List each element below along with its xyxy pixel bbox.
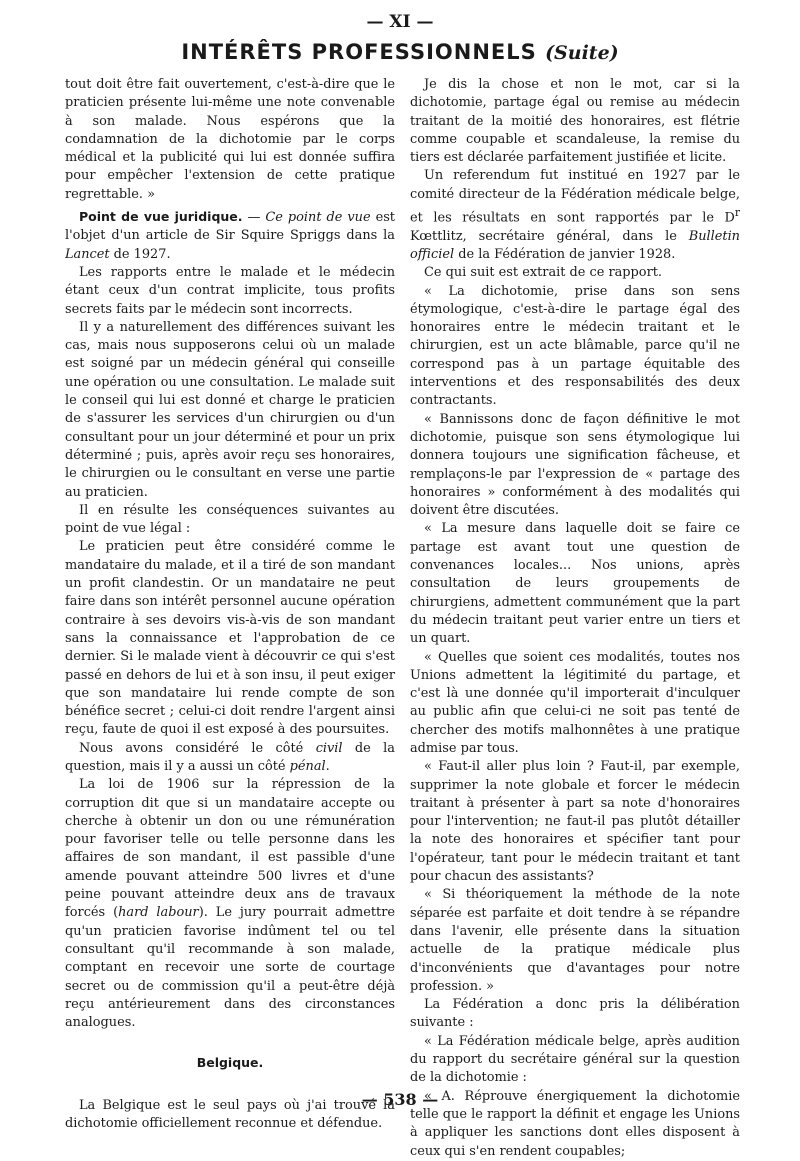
text-run: Un referendum fut institué en 1927 par le comité directeur de la Fédération médicale belge, et les résultats en sont rapportés par le D	[410, 168, 740, 226]
italic-text: civil	[315, 740, 343, 756]
paragraph: La Belgique est le seul pays où j'ai trouvé la dichotomie officiellement reconnue et défendue.	[65, 1097, 395, 1132]
paragraph: Il en résulte les conséquences suivantes au point de vue légal :	[65, 502, 395, 537]
paragraph: Ce qui suit est extrait de ce rapport.	[424, 265, 663, 281]
run-in-heading: Point de vue juridique.	[79, 209, 243, 225]
paragraph: « Bannissons donc de façon définitive le mot dichotomie, puisque son sens étymologique lui donnera toujours une signification fâcheuse, et remplaçons-le par l'expression de « partage des honoraires » conformément à des modalités qui doivent être discutées.	[410, 411, 740, 519]
text-run: de la Fédération de janvier 1928.	[454, 246, 676, 262]
superscript: r	[734, 206, 740, 220]
paragraph: « La Fédération médicale belge, après audition du rapport du secrétaire général sur la question de la dichotomie :	[410, 1033, 740, 1086]
text-run: La loi de 1906 sur la répression de la corruption dit que si un mandataire accepte ou cherche à obtenir un don ou une rémunération pour favoriser telle ou telle personne dans les affaires de son mandant, il est passible d'une amende pouvant atteindre 500 livres et d'une peine pouvant atteindre deux ans de travaux forcés (	[65, 777, 395, 921]
paragraph: « Si théoriquement la méthode de la note séparée est parfaite et doit tendre à se répandre dans l'avenir, elle présente dans la situation actuelle de la pratique médicale plus d'inconvénients que d'avantages pour notre profession. »	[410, 887, 740, 994]
section-title-suffix: (Suite)	[545, 42, 619, 64]
paragraph: tout doit être fait ouvertement, c'est-à-dire que le praticien présente lui-même une note convenable à son malade. Nous espérons que la condamnation de la dichotomie par le corps médical et la publicité qui lui est donnée suffira pour empêcher l'extension de cette pratique regrettable. »	[65, 77, 395, 202]
text-run: Kœttlitz, secrétaire général, dans le	[410, 228, 689, 244]
paragraph: « Quelles que soient ces modalités, toutes nos Unions admettent la légitimité du partage, et c'est là une donnée qu'il importerait d'inculquer au public afin que celui-ci ne soit pas tenté de chercher des motifs malhonnêtes à une pratique admise par tous.	[410, 649, 740, 756]
paragraph: Les rapports entre le malade et le médecin étant ceux d'un contrat implicite, tous profits secrets faits par le médecin sont incorrects.	[65, 264, 395, 317]
page-number: — 538 —	[361, 1090, 439, 1109]
paragraph	[65, 208, 395, 264]
section-title: INTÉRÊTS PROFESSIONNELS	[181, 40, 537, 64]
text-run: ). Le jury pourrait admettre qu'un praticien favorise indûment tel ou tel consultant qu'il recommande à son malade, comptant en recevoir une sorte de courtage secret ou de commission qu'il a peut-être déjà reçu antérieurement dans des circonstances analogues.	[65, 905, 395, 1031]
subheading: Belgique.	[196, 1055, 264, 1071]
text-run: Nous avons considéré le côté	[79, 740, 316, 756]
italic-text: — Ce point de vue	[247, 210, 371, 226]
italic-text: Bulletin officiel	[410, 228, 740, 262]
paragraph	[410, 167, 740, 264]
paragraph: « Faut-il aller plus loin ? Faut-il, par exemple, supprimer la note globale et forcer le médecin traitant à présenter à part sa note d'honoraires pour l'intervention; ne faut-il pas plutôt détailler la note des honoraires et spécifier tant pour l'opérateur, tant pour le médecin traitant et tant pour chacun des assistants?	[410, 759, 740, 885]
text-run: de la question, mais il y a aussi un côté	[65, 740, 395, 774]
italic-text: Lancet	[65, 246, 110, 262]
paragraph	[65, 776, 395, 1032]
paragraph: « La dichotomie, prise dans son sens étymologique, c'est-à-dire le partage égal des honoraires entre le médecin traitant et le chirurgien, est un acte blâmable, parce qu'il ne correspond pas à un partage équitable des interventions et des responsabilités des deux contractants.	[410, 283, 740, 409]
text-run: de 1927.	[109, 246, 171, 262]
text-run: est l'objet d'un article de Sir Squire Spriggs dans la	[65, 210, 395, 244]
running-head	[0, 40, 800, 64]
paragraph: Je dis la chose et non le mot, car si la dichotomie, partage égal ou remise au médecin traitant de la moitié des honoraires, est flétrie comme coupable et scandaleuse, la remise du tiers est déclarée parfaitement justifiée et licite.	[410, 77, 740, 166]
italic-text: pénal	[289, 758, 326, 774]
paragraph	[65, 740, 395, 777]
paragraph: Le praticien peut être considéré comme le mandataire du malade, et il a tiré de son mandant un profit clandestin. Or un mandataire ne peut faire dans son intérêt personnel aucune opération contraire à ses devoirs vis-à-vis de son mandant sans la connaissance et l'approbation de ce dernier. Si le malade vient à découvrir ce qui s'est passé en dehors de lui et à son insu, il peut exiger que son mandataire lui rende compte de son bénéfice secret ; celui-ci doit rendre l'argent ainsi reçu, faute de quoi il est exposé à des poursuites.	[65, 539, 395, 738]
left-column	[65, 76, 395, 1132]
paragraph: « A. Réprouve énergiquement la dichotomie telle que le rapport la définit et engage les Unions à appliquer les sanctions dont elles disposent à ceux qui s'en rendent coupables;	[410, 1088, 740, 1159]
italic-text: hard labour	[118, 905, 199, 921]
paragraph: « La mesure dans laquelle doit se faire ce partage est avant tout une question de convenances locales... Nos unions, après consultation de leurs groupements de chirurgiens, admettent communément que la part du médecin traitant peut varier entre un tiers et un quart.	[410, 521, 740, 647]
roman-folio: — XI —	[366, 12, 434, 32]
paragraph: Il y a naturellement des différences suivant les cas, mais nous supposerons celui où un malade est soigné par un médecin général qui conseille une opération ou une consultation. Le malade suit le conseil qui lui est donné et charge le praticien de s'assurer les services d'un chirurgien ou d'un consultant pour un jour déterminé et pour un prix déterminé ; puis, après avoir reçu ses honoraires, le chirurgien ou le consultant en verse une partie au praticien.	[65, 319, 395, 500]
paragraph: La Fédération a donc pris la délibération suivante :	[410, 997, 740, 1031]
right-column	[410, 76, 740, 1159]
text-run: .	[325, 758, 330, 774]
